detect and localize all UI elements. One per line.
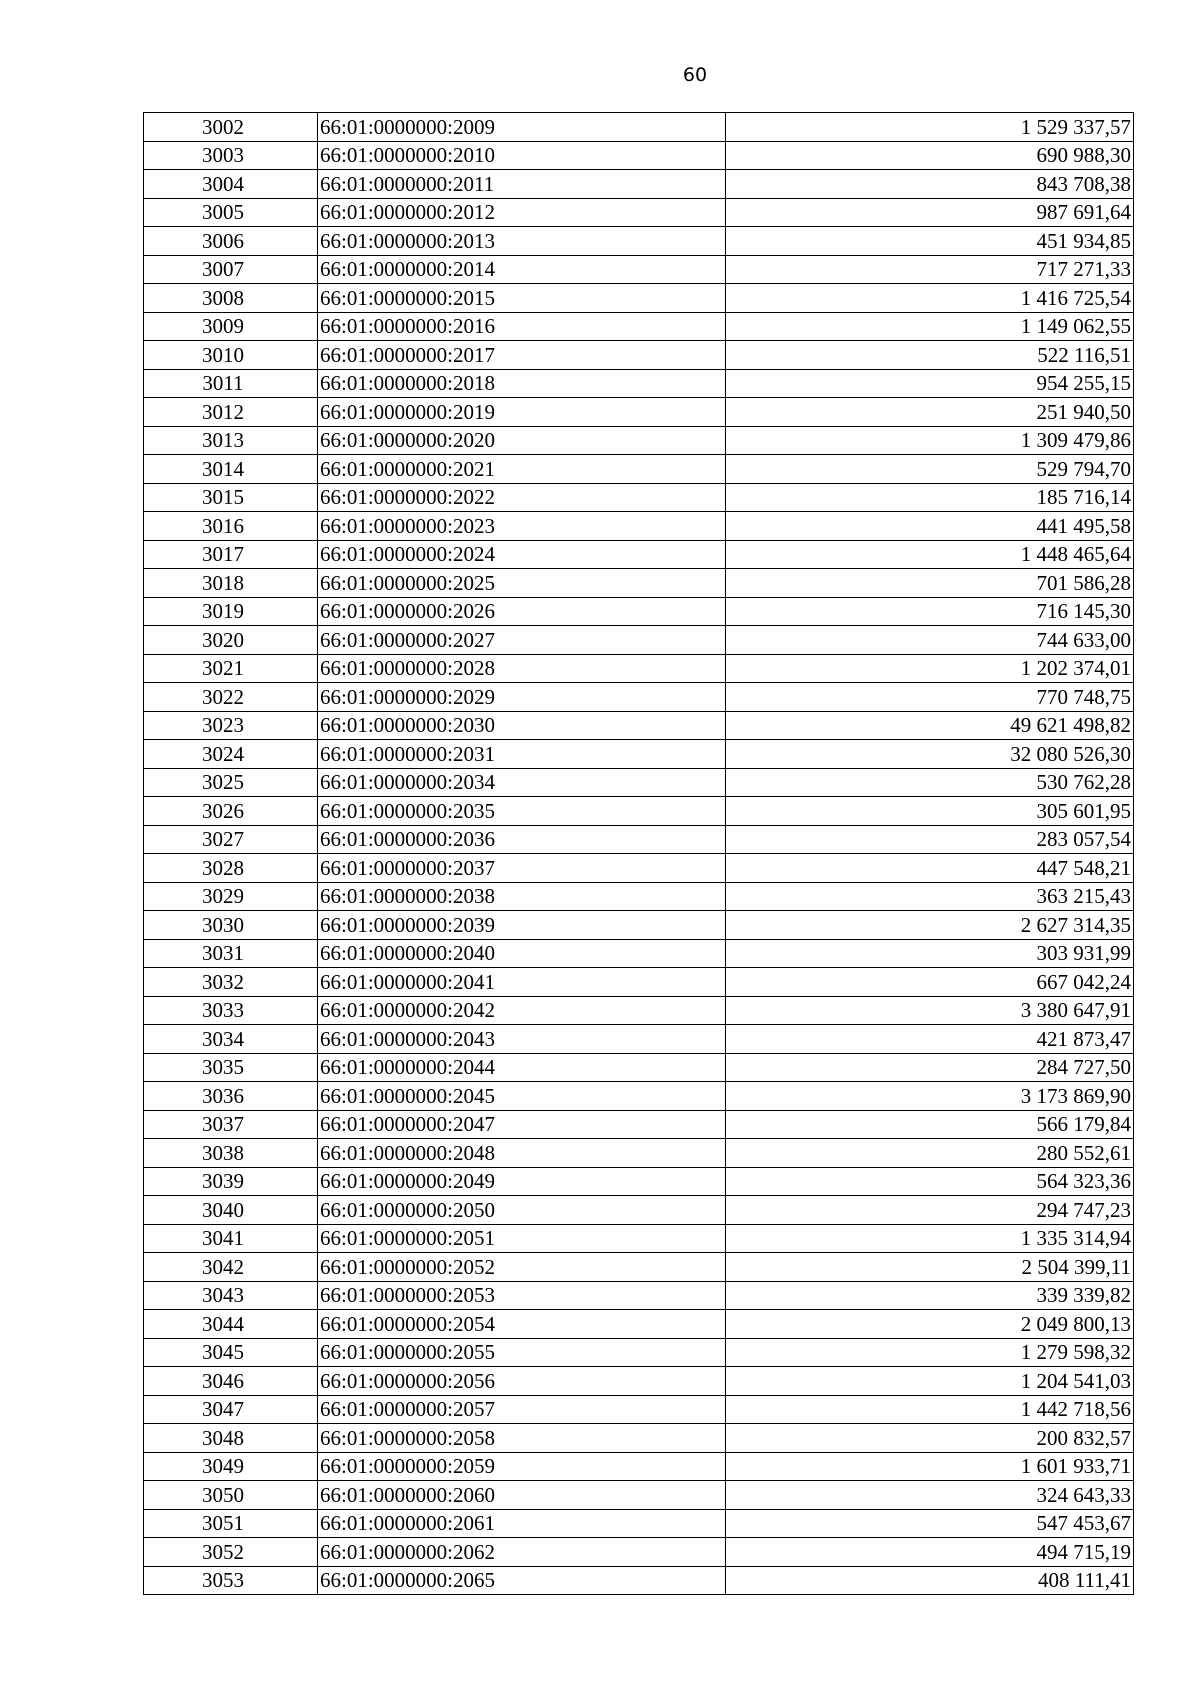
cadastral-number: 66:01:0000000:2047 xyxy=(318,1110,726,1139)
table-row xyxy=(144,740,1134,769)
cadastral-value: 294 747,23 xyxy=(726,1196,1134,1225)
row-number: 3005 xyxy=(144,198,318,227)
cadastral-value: 770 748,75 xyxy=(726,683,1134,712)
row-number: 3021 xyxy=(144,654,318,683)
cadastral-value: 49 621 498,82 xyxy=(726,711,1134,740)
table-row xyxy=(144,455,1134,484)
table-row xyxy=(144,1452,1134,1481)
cadastral-number: 66:01:0000000:2013 xyxy=(318,227,726,256)
cadastral-value: 1 416 725,54 xyxy=(726,284,1134,313)
cadastral-value: 1 529 337,57 xyxy=(726,113,1134,142)
table-row xyxy=(144,968,1134,997)
cadastral-value-table xyxy=(143,112,1134,1595)
row-number: 3017 xyxy=(144,540,318,569)
cadastral-number: 66:01:0000000:2059 xyxy=(318,1452,726,1481)
cadastral-value: 530 762,28 xyxy=(726,768,1134,797)
cadastral-value: 1 309 479,86 xyxy=(726,426,1134,455)
table-row xyxy=(144,312,1134,341)
table-row xyxy=(144,426,1134,455)
table-row xyxy=(144,711,1134,740)
table-row xyxy=(144,198,1134,227)
table-row xyxy=(144,1139,1134,1168)
table-row xyxy=(144,540,1134,569)
row-number: 3004 xyxy=(144,170,318,199)
row-number: 3053 xyxy=(144,1566,318,1595)
table-row xyxy=(144,1338,1134,1367)
row-number: 3044 xyxy=(144,1310,318,1339)
row-number: 3042 xyxy=(144,1253,318,1282)
table-row xyxy=(144,512,1134,541)
table-row xyxy=(144,1281,1134,1310)
row-number: 3046 xyxy=(144,1367,318,1396)
cadastral-value: 494 715,19 xyxy=(726,1538,1134,1567)
row-number: 3010 xyxy=(144,341,318,370)
table-row xyxy=(144,255,1134,284)
cadastral-number: 66:01:0000000:2010 xyxy=(318,141,726,170)
cadastral-number: 66:01:0000000:2051 xyxy=(318,1224,726,1253)
table-row xyxy=(144,1424,1134,1453)
cadastral-number: 66:01:0000000:2029 xyxy=(318,683,726,712)
row-number: 3002 xyxy=(144,113,318,142)
row-number: 3034 xyxy=(144,1025,318,1054)
cadastral-value: 447 548,21 xyxy=(726,854,1134,883)
row-number: 3024 xyxy=(144,740,318,769)
table-row xyxy=(144,284,1134,313)
row-number: 3031 xyxy=(144,939,318,968)
cadastral-value: 522 116,51 xyxy=(726,341,1134,370)
table-row xyxy=(144,1196,1134,1225)
table-row xyxy=(144,825,1134,854)
cadastral-value: 251 940,50 xyxy=(726,398,1134,427)
cadastral-number: 66:01:0000000:2017 xyxy=(318,341,726,370)
cadastral-number: 66:01:0000000:2048 xyxy=(318,1139,726,1168)
table-row xyxy=(144,1538,1134,1567)
cadastral-number: 66:01:0000000:2062 xyxy=(318,1538,726,1567)
cadastral-number: 66:01:0000000:2060 xyxy=(318,1481,726,1510)
cadastral-value: 1 202 374,01 xyxy=(726,654,1134,683)
table-row xyxy=(144,398,1134,427)
cadastral-number: 66:01:0000000:2009 xyxy=(318,113,726,142)
cadastral-value: 284 727,50 xyxy=(726,1053,1134,1082)
row-number: 3038 xyxy=(144,1139,318,1168)
cadastral-number: 66:01:0000000:2019 xyxy=(318,398,726,427)
table-row xyxy=(144,1253,1134,1282)
cadastral-number: 66:01:0000000:2016 xyxy=(318,312,726,341)
table-row xyxy=(144,113,1134,142)
cadastral-value: 408 111,41 xyxy=(726,1566,1134,1595)
table-row xyxy=(144,1310,1134,1339)
table-row xyxy=(144,1025,1134,1054)
page-number: 60 xyxy=(682,64,708,86)
row-number: 3016 xyxy=(144,512,318,541)
cadastral-number: 66:01:0000000:2025 xyxy=(318,569,726,598)
row-number: 3015 xyxy=(144,483,318,512)
cadastral-number: 66:01:0000000:2050 xyxy=(318,1196,726,1225)
row-number: 3043 xyxy=(144,1281,318,1310)
cadastral-value: 1 149 062,55 xyxy=(726,312,1134,341)
row-number: 3029 xyxy=(144,882,318,911)
cadastral-number: 66:01:0000000:2023 xyxy=(318,512,726,541)
table-row xyxy=(144,1082,1134,1111)
row-number: 3013 xyxy=(144,426,318,455)
row-number: 3048 xyxy=(144,1424,318,1453)
cadastral-number: 66:01:0000000:2021 xyxy=(318,455,726,484)
table-row xyxy=(144,141,1134,170)
cadastral-value: 566 179,84 xyxy=(726,1110,1134,1139)
row-number: 3025 xyxy=(144,768,318,797)
row-number: 3028 xyxy=(144,854,318,883)
table-row xyxy=(144,683,1134,712)
cadastral-value: 363 215,43 xyxy=(726,882,1134,911)
cadastral-value: 987 691,64 xyxy=(726,198,1134,227)
row-number: 3036 xyxy=(144,1082,318,1111)
cadastral-value: 1 279 598,32 xyxy=(726,1338,1134,1367)
row-number: 3009 xyxy=(144,312,318,341)
cadastral-number: 66:01:0000000:2043 xyxy=(318,1025,726,1054)
table-row xyxy=(144,597,1134,626)
cadastral-number: 66:01:0000000:2040 xyxy=(318,939,726,968)
cadastral-value: 32 080 526,30 xyxy=(726,740,1134,769)
cadastral-number: 66:01:0000000:2030 xyxy=(318,711,726,740)
table-row xyxy=(144,170,1134,199)
row-number: 3051 xyxy=(144,1509,318,1538)
table-row xyxy=(144,369,1134,398)
table-row xyxy=(144,483,1134,512)
cadastral-number: 66:01:0000000:2034 xyxy=(318,768,726,797)
cadastral-number: 66:01:0000000:2054 xyxy=(318,1310,726,1339)
cadastral-number: 66:01:0000000:2057 xyxy=(318,1395,726,1424)
cadastral-value: 303 931,99 xyxy=(726,939,1134,968)
cadastral-number: 66:01:0000000:2053 xyxy=(318,1281,726,1310)
row-number: 3019 xyxy=(144,597,318,626)
cadastral-number: 66:01:0000000:2055 xyxy=(318,1338,726,1367)
cadastral-value: 441 495,58 xyxy=(726,512,1134,541)
cadastral-number: 66:01:0000000:2045 xyxy=(318,1082,726,1111)
row-number: 3037 xyxy=(144,1110,318,1139)
table-row xyxy=(144,1367,1134,1396)
table-row xyxy=(144,1566,1134,1595)
cadastral-value: 744 633,00 xyxy=(726,626,1134,655)
cadastral-value: 339 339,82 xyxy=(726,1281,1134,1310)
cadastral-number: 66:01:0000000:2036 xyxy=(318,825,726,854)
row-number: 3003 xyxy=(144,141,318,170)
cadastral-value: 2 049 800,13 xyxy=(726,1310,1134,1339)
table-row xyxy=(144,939,1134,968)
row-number: 3030 xyxy=(144,911,318,940)
cadastral-number: 66:01:0000000:2049 xyxy=(318,1167,726,1196)
row-number: 3007 xyxy=(144,255,318,284)
row-number: 3012 xyxy=(144,398,318,427)
table-row xyxy=(144,654,1134,683)
cadastral-value: 421 873,47 xyxy=(726,1025,1134,1054)
table-row xyxy=(144,1395,1134,1424)
row-number: 3027 xyxy=(144,825,318,854)
table-row xyxy=(144,768,1134,797)
cadastral-number: 66:01:0000000:2031 xyxy=(318,740,726,769)
cadastral-value: 701 586,28 xyxy=(726,569,1134,598)
cadastral-number: 66:01:0000000:2037 xyxy=(318,854,726,883)
row-number: 3039 xyxy=(144,1167,318,1196)
table-row xyxy=(144,1110,1134,1139)
cadastral-value: 690 988,30 xyxy=(726,141,1134,170)
table-row xyxy=(144,227,1134,256)
cadastral-number: 66:01:0000000:2038 xyxy=(318,882,726,911)
table-row xyxy=(144,996,1134,1025)
cadastral-number: 66:01:0000000:2022 xyxy=(318,483,726,512)
row-number: 3018 xyxy=(144,569,318,598)
row-number: 3035 xyxy=(144,1053,318,1082)
cadastral-number: 66:01:0000000:2041 xyxy=(318,968,726,997)
row-number: 3049 xyxy=(144,1452,318,1481)
row-number: 3052 xyxy=(144,1538,318,1567)
row-number: 3023 xyxy=(144,711,318,740)
row-number: 3033 xyxy=(144,996,318,1025)
cadastral-value: 547 453,67 xyxy=(726,1509,1134,1538)
cadastral-value: 954 255,15 xyxy=(726,369,1134,398)
cadastral-value: 451 934,85 xyxy=(726,227,1134,256)
cadastral-value: 185 716,14 xyxy=(726,483,1134,512)
row-number: 3047 xyxy=(144,1395,318,1424)
table-row xyxy=(144,1224,1134,1253)
cadastral-number: 66:01:0000000:2058 xyxy=(318,1424,726,1453)
row-number: 3011 xyxy=(144,369,318,398)
cadastral-number: 66:01:0000000:2065 xyxy=(318,1566,726,1595)
table-row xyxy=(144,1481,1134,1510)
cadastral-number: 66:01:0000000:2061 xyxy=(318,1509,726,1538)
cadastral-value: 1 335 314,94 xyxy=(726,1224,1134,1253)
table-row xyxy=(144,626,1134,655)
cadastral-value: 200 832,57 xyxy=(726,1424,1134,1453)
cadastral-value: 717 271,33 xyxy=(726,255,1134,284)
cadastral-value: 564 323,36 xyxy=(726,1167,1134,1196)
cadastral-value: 667 042,24 xyxy=(726,968,1134,997)
table-row xyxy=(144,854,1134,883)
cadastral-number: 66:01:0000000:2027 xyxy=(318,626,726,655)
row-number: 3006 xyxy=(144,227,318,256)
row-number: 3008 xyxy=(144,284,318,313)
cadastral-value: 2 504 399,11 xyxy=(726,1253,1134,1282)
table-row xyxy=(144,569,1134,598)
table-row xyxy=(144,341,1134,370)
cadastral-number: 66:01:0000000:2012 xyxy=(318,198,726,227)
cadastral-value: 2 627 314,35 xyxy=(726,911,1134,940)
cadastral-number: 66:01:0000000:2015 xyxy=(318,284,726,313)
row-number: 3022 xyxy=(144,683,318,712)
cadastral-value: 280 552,61 xyxy=(726,1139,1134,1168)
row-number: 3041 xyxy=(144,1224,318,1253)
cadastral-value: 283 057,54 xyxy=(726,825,1134,854)
cadastral-value: 3 173 869,90 xyxy=(726,1082,1134,1111)
cadastral-value: 3 380 647,91 xyxy=(726,996,1134,1025)
cadastral-value: 1 204 541,03 xyxy=(726,1367,1134,1396)
cadastral-value: 716 145,30 xyxy=(726,597,1134,626)
cadastral-number: 66:01:0000000:2014 xyxy=(318,255,726,284)
cadastral-number: 66:01:0000000:2028 xyxy=(318,654,726,683)
cadastral-number: 66:01:0000000:2011 xyxy=(318,170,726,199)
table-row xyxy=(144,1509,1134,1538)
cadastral-number: 66:01:0000000:2024 xyxy=(318,540,726,569)
row-number: 3032 xyxy=(144,968,318,997)
cadastral-value: 1 448 465,64 xyxy=(726,540,1134,569)
cadastral-number: 66:01:0000000:2044 xyxy=(318,1053,726,1082)
row-number: 3026 xyxy=(144,797,318,826)
cadastral-number: 66:01:0000000:2018 xyxy=(318,369,726,398)
table-row xyxy=(144,1167,1134,1196)
table-body xyxy=(144,113,1134,1595)
row-number: 3050 xyxy=(144,1481,318,1510)
cadastral-value: 1 442 718,56 xyxy=(726,1395,1134,1424)
row-number: 3014 xyxy=(144,455,318,484)
cadastral-number: 66:01:0000000:2056 xyxy=(318,1367,726,1396)
table-row xyxy=(144,797,1134,826)
table-row xyxy=(144,882,1134,911)
row-number: 3040 xyxy=(144,1196,318,1225)
row-number: 3045 xyxy=(144,1338,318,1367)
cadastral-number: 66:01:0000000:2020 xyxy=(318,426,726,455)
cadastral-number: 66:01:0000000:2052 xyxy=(318,1253,726,1282)
cadastral-number: 66:01:0000000:2035 xyxy=(318,797,726,826)
cadastral-number: 66:01:0000000:2042 xyxy=(318,996,726,1025)
cadastral-value: 324 643,33 xyxy=(726,1481,1134,1510)
cadastral-value: 529 794,70 xyxy=(726,455,1134,484)
cadastral-value: 305 601,95 xyxy=(726,797,1134,826)
cadastral-number: 66:01:0000000:2039 xyxy=(318,911,726,940)
table-row xyxy=(144,911,1134,940)
table-row xyxy=(144,1053,1134,1082)
cadastral-value: 1 601 933,71 xyxy=(726,1452,1134,1481)
row-number: 3020 xyxy=(144,626,318,655)
cadastral-value: 843 708,38 xyxy=(726,170,1134,199)
cadastral-number: 66:01:0000000:2026 xyxy=(318,597,726,626)
